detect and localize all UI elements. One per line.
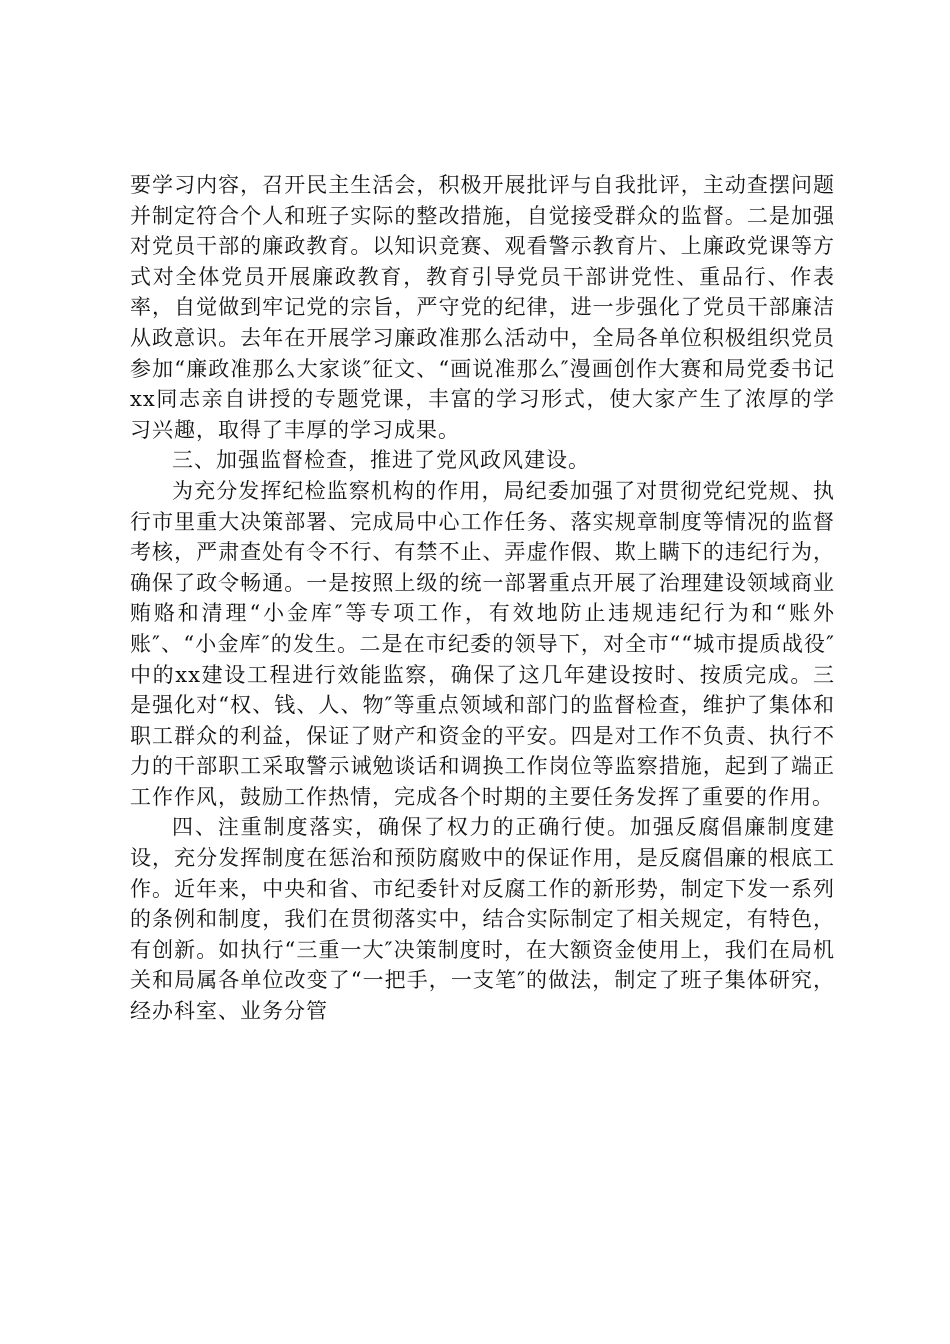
paragraph-supervision: 为充分发挥纪检监察机构的作用，局纪委加强了对贯彻党纪党规、执行市里重大决策部署、完成局中心工作任务、落实规章制度等情况的监督考核，严肃查处有令不行、有禁不止、弄虚作假、欺上瞒下的违纪行为，确保了政令畅通。一是按照上级的统一部署重点开展了治理建设领域商业贿赂和清理“小金库″等专项工作，有效地防止违规违纪行为和“账外账″、“小金库″的发生。二是在市纪委的领导下，对全市““城市提质战役″中的xx建设工程进行效能监察，确保了这几年建设按时、按质完成。三是强化对“权、钱、人、物″等重点领域和部门的监督检查，维护了集体和职工群众的利益，保证了财产和资金的平安。四是对工作不负责、执行不力的干部职工采取警示诫勉谈话和调换工作岗位等监察措施，起到了端正工作作风，鼓励工作热情，完成各个时期的主要任务发挥了重要的作用。 [130, 478, 835, 809]
document-body [130, 170, 835, 1027]
paragraph-continuation: 要学习内容，召开民主生活会，积极开展批评与自我批评，主动查摆问题并制定符合个人和班子实际的整改措施，自觉接受群众的监督。二是加强对党员干部的廉政教育。以知识竞赛、观看警示教育片、上廉政党课等方式对全体党员开展廉政教育，教育引导党员干部讲党性、重品行、作表率，自觉做到牢记党的宗旨，严守党的纪律，进一步强化了党员干部廉洁从政意识。去年在开展学习廉政准那么活动中，全局各单位积极组织党员参加“廉政准那么大家谈″征文、“画说准那么″漫画创作大赛和局党委书记xx同志亲自讲授的专题党课，丰富的学习形式，使大家产生了浓厚的学习兴趣，取得了丰厚的学习成果。 [130, 173, 835, 442]
paragraph-section-four: 四、注重制度落实，确保了权力的正确行使。加强反腐倡廉制度建设，充分发挥制度在惩治和预防腐败中的保证作用，是反腐倡廉的根底工作。近年来，中央和省、市纪委针对反腐工作的新形势，制定下发一系列的条例和制度，我们在贯彻落实中，结合实际制定了相关规定，有特色，有创新。如执行“三重一大″决策制度时，在大额资金使用上，我们在局机关和局属各单位改变了“一把手，一支笔″的做法，制定了班子集体研究，经办科室、业务分管 [130, 815, 835, 1024]
section-heading-three: 三、加强监督检查，推进了党风政风建设。 [172, 448, 590, 473]
